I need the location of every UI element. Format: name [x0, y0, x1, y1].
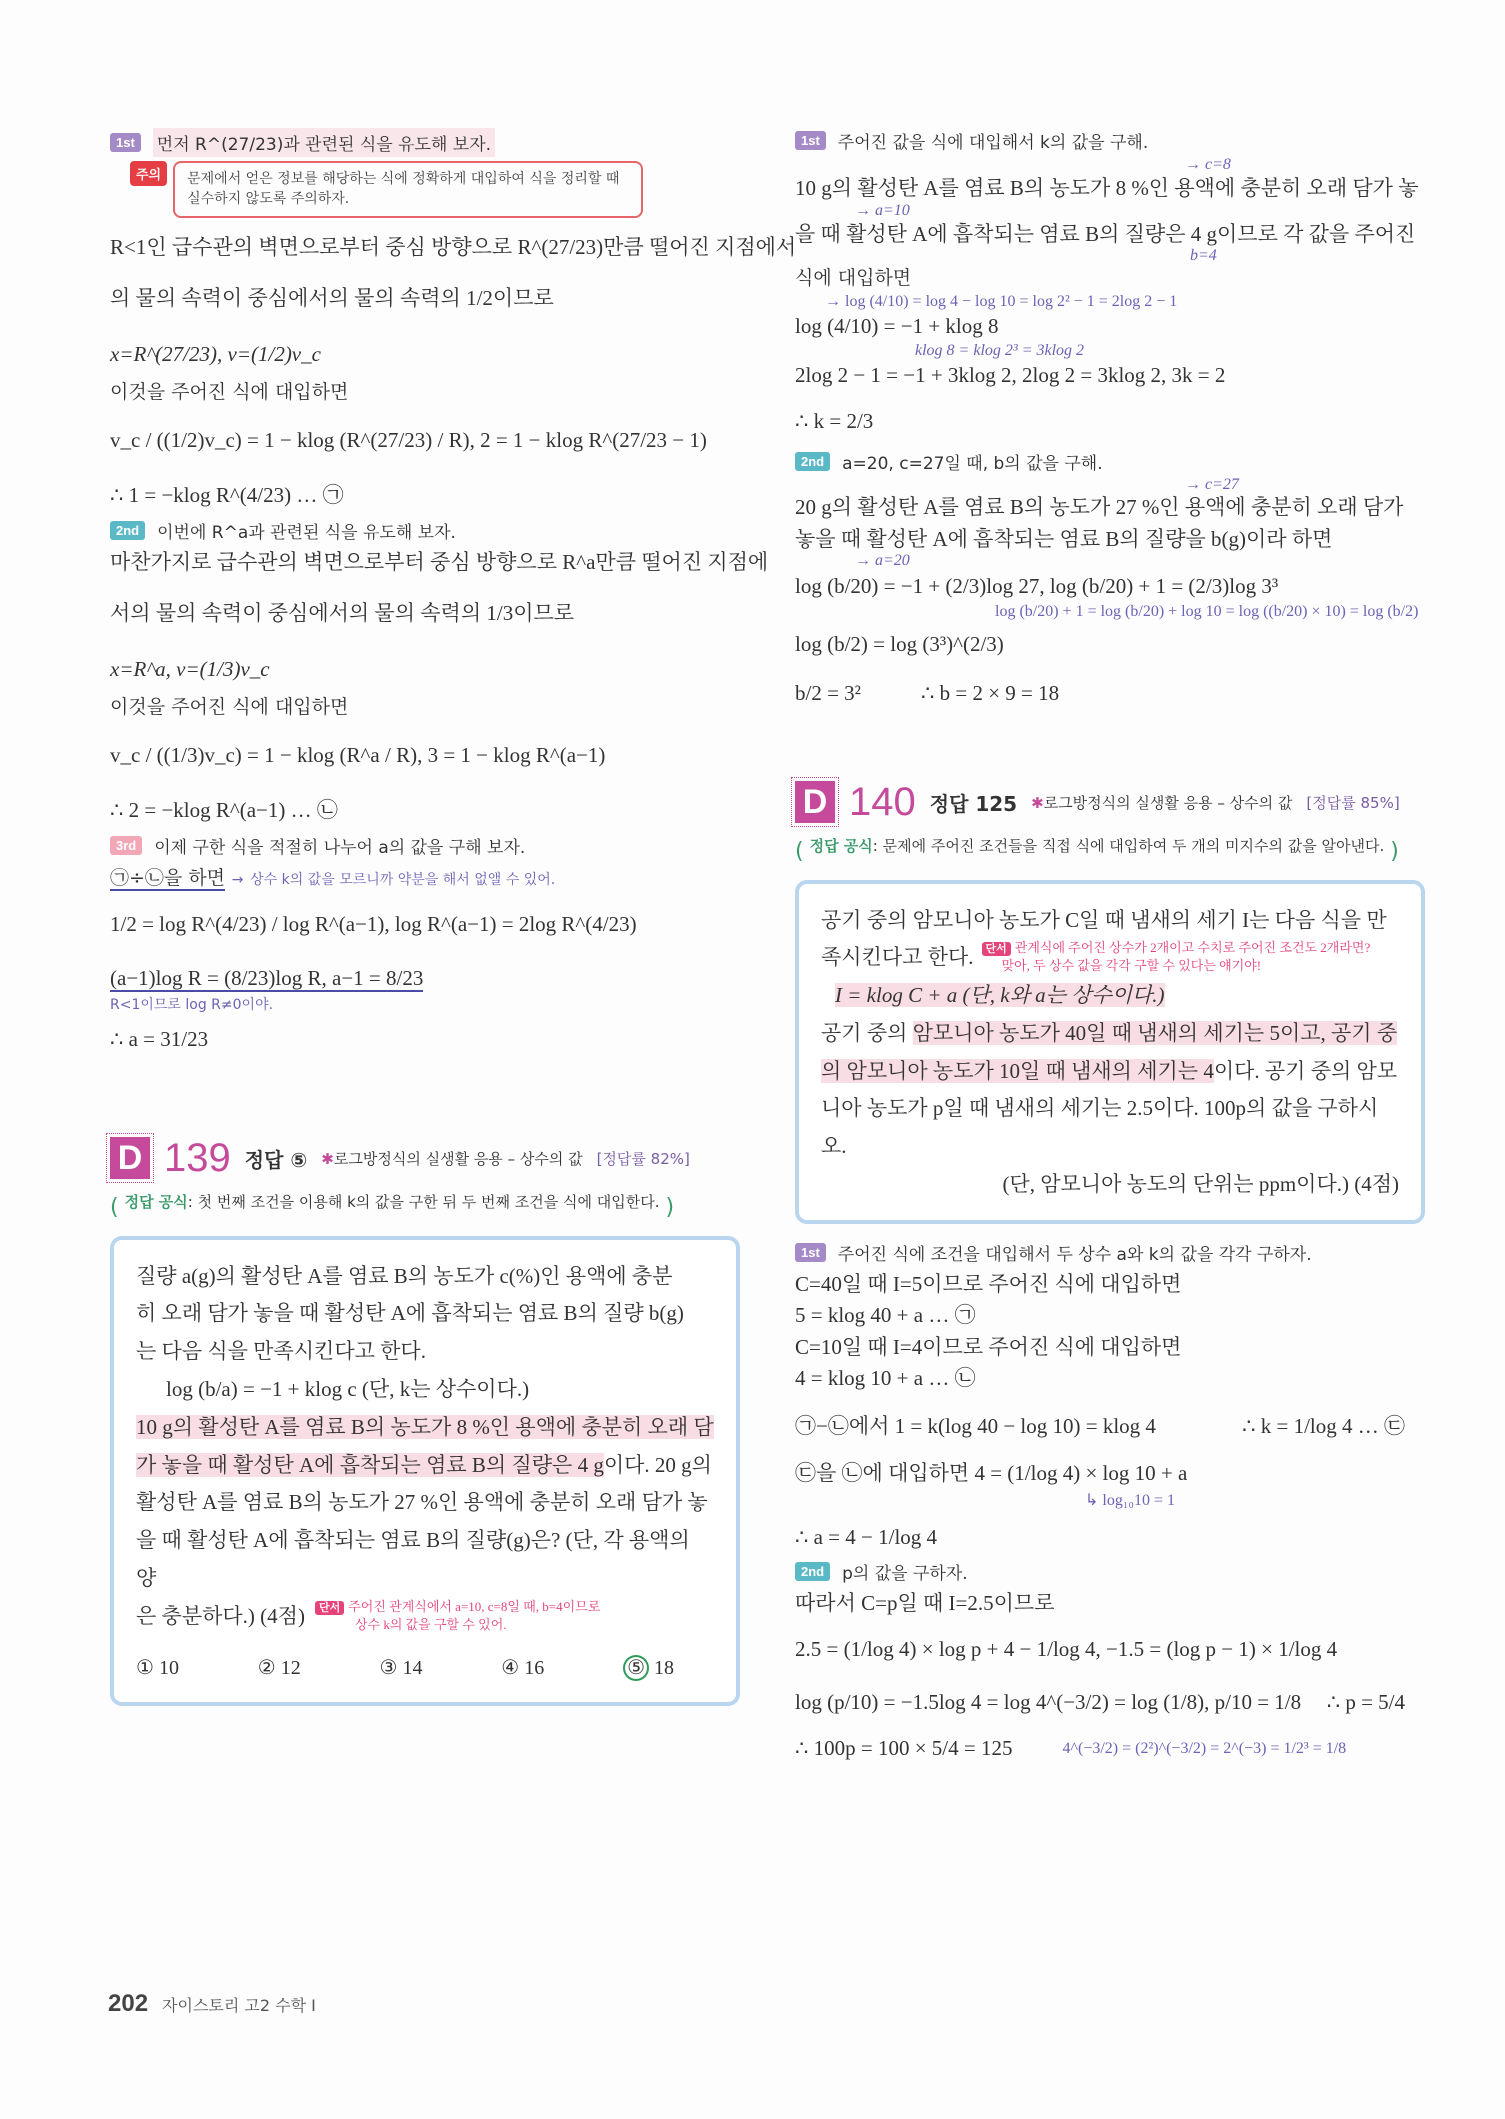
- equation: [795, 678, 1425, 710]
- annotation: → c=27: [1185, 476, 1239, 493]
- equation: 5 = klog 40 + a … ㉠: [795, 1303, 976, 1328]
- step-text: 이제 구한 식을 적절히 나누어 a의 값을 구해 보자.: [154, 837, 526, 858]
- equation-text: ∴ 100p = 100 × 5/4 = 125: [795, 1735, 1013, 1760]
- left-column: [110, 128, 797, 1706]
- hint: [982, 939, 1371, 974]
- hint-text: 맞아, 두 상수 값을 각각 구할 수 있다는 얘기야!: [1001, 958, 1262, 974]
- annotation: b=4: [1190, 247, 1217, 264]
- bracket-icon: ): [1390, 838, 1399, 864]
- choice-value: 14: [402, 1656, 423, 1679]
- paragraph: 10 g의 활성탄 A를 염료 B의 농도가 8 %인 용액에 충분히 오래 담가 놓: [795, 176, 1419, 200]
- step-1st: [795, 128, 1425, 153]
- answer-label: 정답 125: [929, 791, 1018, 816]
- hint-text: 상수 k의 값을 구할 수 있어.: [354, 1616, 507, 1632]
- equation: log (b/2) = log (3³)^(2/3): [795, 631, 1004, 656]
- star-icon: ✱: [1031, 793, 1044, 812]
- side-note: log (b/20) + 1 = log (b/20) + log 10 = log ((b/20) × 10) = log (b/2): [995, 602, 1419, 620]
- equation: v_c / ((1/3)v_c) = 1 − klog (R^a / R), 3 = 1 − klog R^(a−1): [110, 742, 606, 767]
- step-text: 주어진 값을 식에 대입해서 k의 값을 구해.: [837, 133, 1149, 153]
- formula-text: 문제에 주어진 조건들을 직접 식에 대입하여 두 개의 미지수의 값을 알아낸다.: [882, 836, 1385, 855]
- step-text: a=20, c=27일 때, b의 값을 구해.: [842, 454, 1103, 474]
- step-badge: 1st: [110, 133, 141, 152]
- equation-text: (a−1)log R = (8/23)log R, a−1 = 8/23: [110, 965, 424, 990]
- equation: ∴ 1 = −klog R^(4/23) … ㉠: [110, 483, 344, 508]
- problem-text: 공기 중의 암모니아 농도가 C일 때 냄새의 세기 I는 다음 식을 만: [821, 907, 1387, 932]
- right-column: [795, 128, 1425, 1764]
- paragraph: 을 때 활성탄 A에 흡착되는 염료 B의 질량은 4 g이므로 각 값을 주어진: [795, 221, 1416, 246]
- topic-text: 로그방정식의 실생활 응용 – 상수의 값: [1043, 793, 1293, 812]
- paragraph: 식에 대입하면: [795, 267, 912, 289]
- paragraph: R<1인 급수관의 벽면으로부터 중심 방향으로 R^(27/23)만큼 떨어진 지점에서: [110, 234, 797, 259]
- equation: 4 = klog 10 + a … ㉡: [795, 1366, 976, 1391]
- step-1st: [110, 128, 740, 157]
- equation: [795, 1733, 1425, 1765]
- equation: 2.5 = (1/log 4) × log p + 4 − 1/log 4, −1.5 = (log p − 1) × 1/log 4: [795, 1636, 1338, 1661]
- equation-text: ㉠−㉡에서 1 = k(log 40 − log 10) = klog 4: [795, 1413, 1156, 1438]
- annotation: → a=20: [855, 552, 910, 569]
- star-icon: ✱: [321, 1149, 334, 1168]
- problem-text: 활성탄 A를 염료 B의 농도가 27 %인 용액에 충분히 오래 담가 놓: [136, 1490, 708, 1515]
- equation: v_c / ((1/2)v_c) = 1 − klog (R^(27/23) / R), 2 = 1 − klog R^(27/23 − 1): [110, 427, 707, 452]
- annotation-text: a=10: [875, 201, 910, 219]
- choice-3[interactable]: [380, 1650, 423, 1686]
- equation: x=R^a, v=(1/3)v_c: [110, 656, 270, 681]
- choice-number: ①: [136, 1656, 154, 1679]
- equation: 2log 2 − 1 = −1 + 3klog 2, 2log 2 = 3klog 2, 3k = 2: [795, 363, 1226, 387]
- step-badge: 3rd: [110, 836, 142, 855]
- problem-text: 이다. 20 g의: [603, 1452, 712, 1477]
- step-badge: 2nd: [795, 1562, 830, 1581]
- annotated-line: [110, 862, 740, 894]
- page-footer: [108, 1990, 316, 2018]
- choice-number: ②: [257, 1656, 276, 1679]
- hint-tag: 단서: [982, 942, 1011, 956]
- equation: [795, 1411, 1425, 1443]
- annotation-text: c=8: [1205, 156, 1231, 173]
- equation: ㉢을 ㉡에 대입하면 4 = (1/log 4) × log 10 + a: [795, 1461, 1188, 1486]
- equation-text: ∴ k = 1/log 4 … ㉢: [1242, 1413, 1405, 1438]
- choice-1[interactable]: [136, 1650, 179, 1686]
- topic: [321, 1148, 582, 1169]
- equation: log (b/20) = −1 + (2/3)log 27, log (b/20) + 1 = (2/3)log 3³: [795, 574, 1279, 598]
- answer-formula: ( 정답 공식: 문제에 주어진 조건들을 직접 식에 대입하여 두 개의 미지수의 값을 알아낸다. ): [795, 835, 1425, 868]
- answer-label: 정답 ⑤: [244, 1147, 308, 1172]
- paragraph: ㉠÷㉡을 하면: [110, 866, 226, 889]
- caution-box: [173, 161, 643, 218]
- annotation: → a=10: [855, 201, 910, 219]
- highlighted-text: 의 암모니아 농도가 10일 때 냄새의 세기는 4: [821, 1058, 1214, 1083]
- caution-tag: 주의: [130, 161, 167, 186]
- equation: ∴ a = 4 − 1/log 4: [795, 1524, 938, 1549]
- choice-4[interactable]: [501, 1650, 544, 1686]
- step-badge: 2nd: [795, 452, 830, 471]
- hint-text: 관계식에 주어진 상수가 2개이고 수치로 주어진 조건도 2개라면?: [1014, 940, 1371, 956]
- step-2nd: [795, 1559, 1425, 1584]
- problem-text: 니아 농도가 p일 때 냄새의 세기는 2.5이다. 100p의 값을 구하시오.: [821, 1096, 1379, 1159]
- paragraph: 이것을 주어진 식에 대입하면: [110, 696, 349, 719]
- hint: [315, 1598, 600, 1633]
- step-text: p의 값을 구하자.: [842, 1564, 968, 1585]
- equation: x=R^(27/23), v=(1/2)v_c: [110, 341, 321, 366]
- step-2nd: [110, 518, 740, 543]
- equation: ∴ 2 = −klog R^(a−1) … ㉡: [110, 798, 338, 823]
- problem-formula: log (b/a) = −1 + klog c (단, k는 상수이다.): [166, 1376, 530, 1401]
- side-note: klog 8 = klog 2³ = 3klog 2: [915, 342, 1085, 359]
- equation-text: b/2 = 3²: [795, 681, 861, 705]
- equation-text: ∴ p = 5/4: [1326, 1690, 1405, 1715]
- step-text: 먼저 R^(27/23)과 관련된 식을 유도해 보자.: [153, 128, 495, 157]
- annotation-text: a=20: [875, 552, 910, 569]
- equation: C=40일 때 I=5이므로 주어진 식에 대입하면: [795, 1271, 1182, 1296]
- step-badge: 1st: [795, 131, 826, 150]
- choice-5-correct[interactable]: [623, 1650, 674, 1686]
- caution-text: 문제에서 얻은 정보를 해당하는 식에 정확하게 대입하여 식을 정리할 때: [187, 171, 620, 187]
- problem-box-139: [110, 1236, 740, 1706]
- arrow-icon: →: [231, 871, 244, 888]
- problem-formula: I = klog C + a (단, k와 a는 상수이다.): [835, 983, 1165, 1008]
- correct-rate: [정답률 85%]: [1306, 793, 1400, 812]
- problem-header-140: [795, 780, 1425, 825]
- hint-tag: 단서: [315, 1601, 344, 1615]
- paragraph: 이것을 주어진 식에 대입하면: [110, 381, 349, 404]
- problem-text: 을 때 활성탄 A에 흡착되는 염료 B의 질량(g)은? (단, 각 용액의 양: [136, 1528, 690, 1590]
- equation: 1/2 = log R^(4/23) / log R^(a−1), log R^(a−1) = 2log R^(4/23): [110, 912, 637, 937]
- side-note: 상수 k의 값을 모르니까 약분을 해서 없앨 수 있어.: [250, 871, 556, 888]
- difficulty-badge: D: [795, 781, 835, 823]
- side-note: 4^(−3/2) = (2²)^(−3/2) = 2^(−3) = 1/2³ = 1/8: [1062, 1739, 1347, 1757]
- answer-formula: ( 정답 공식: 첫 번째 조건을 이용해 k의 값을 구한 뒤 두 번째 조건을 식에 대입한다. ): [110, 1191, 740, 1224]
- note-text: log (4/10) = log 4 − log 10 = log 2² − 1 = 2log 2 − 1: [845, 292, 1178, 310]
- annotation-text: c=27: [1205, 476, 1239, 493]
- answer-choices: [136, 1650, 714, 1686]
- step-1st: [795, 1240, 1425, 1265]
- caution-text: 실수하지 않도록 주의하자.: [187, 191, 350, 208]
- problem-text: 질량 a(g)의 활성탄 A를 염료 B의 농도가 c(%)인 용액에 충분: [136, 1263, 673, 1288]
- choice-value: 10: [158, 1656, 179, 1679]
- problem-box-140: [795, 880, 1425, 1224]
- step-badge: 2nd: [110, 521, 145, 540]
- paragraph: 20 g의 활성탄 A를 염료 B의 농도가 27 %인 용액에 충분히 오래 담가: [795, 495, 1404, 519]
- equation: [110, 963, 740, 995]
- step-text: 주어진 식에 조건을 대입해서 두 상수 a와 k의 값을 각각 구하자.: [837, 1244, 1312, 1265]
- side-note: R<1이므로 log R≠0이야.: [110, 997, 274, 1014]
- step-text: 이번에 R^a과 관련된 식을 유도해 보자.: [157, 522, 456, 543]
- highlighted-text: 암모니아 농도가 40일 때 냄새의 세기는 5이고, 공기 중: [912, 1020, 1398, 1045]
- side-note: ↳ log₁₀10 = 1: [1085, 1491, 1176, 1509]
- step-3rd: [110, 833, 740, 858]
- choice-number-circled: ⑤: [623, 1655, 649, 1681]
- bracket-icon: (: [110, 1194, 119, 1220]
- equation: ∴ a = 31/23: [110, 1027, 209, 1052]
- step-badge: 1st: [795, 1243, 826, 1262]
- equation: C=10일 때 I=4이므로 주어진 식에 대입하면: [795, 1334, 1182, 1359]
- formula-text: 첫 번째 조건을 이용해 k의 값을 구한 뒤 두 번째 조건을 식에 대입한다.: [197, 1192, 660, 1211]
- problem-text: 이다. 공기 중의 암모: [1213, 1058, 1398, 1083]
- correct-rate: [정답률 82%]: [596, 1149, 690, 1168]
- formula-label: 정답 공식: [124, 1192, 188, 1211]
- side-note: → log (4/10) = log 4 − log 10 = log 2² − 1 = 2log 2 − 1: [825, 292, 1178, 310]
- book-title: 자이스토리 고2 수학 I: [162, 1996, 316, 2015]
- equation: ∴ k = 2/3: [795, 408, 874, 433]
- note-text: log₁₀10 = 1: [1102, 1491, 1176, 1509]
- problem-text: 히 오래 담가 놓을 때 활성탄 A에 흡착되는 염료 B의 질량 b(g): [136, 1301, 684, 1326]
- problem-text: 공기 중의: [821, 1020, 913, 1045]
- problem-text: 는 다음 식을 만족시킨다고 한다.: [136, 1339, 426, 1364]
- paragraph: 의 물의 속력이 중심에서의 물의 속력의 1/2이므로: [110, 286, 554, 311]
- caution-note: [130, 161, 740, 218]
- paragraph: 마찬가지로 급수관의 벽면으로부터 중심 방향으로 R^a만큼 떨어진 지점에: [110, 549, 769, 574]
- choice-value: 12: [280, 1656, 301, 1679]
- problem-number: 139: [164, 1135, 231, 1180]
- page-number: 202: [108, 1990, 149, 2017]
- equation-text: log (p/10) = −1.5log 4 = log 4^(−3/2) = log (1/8), p/10 = 1/8: [795, 1690, 1302, 1715]
- equation: log (4/10) = −1 + klog 8: [795, 313, 999, 338]
- paragraph: 서의 물의 속력이 중심에서의 물의 속력의 1/3이므로: [110, 601, 575, 626]
- problem-header-139: [110, 1136, 740, 1181]
- hint-text: 주어진 관계식에서 a=10, c=8일 때, b=4이므로: [348, 1598, 601, 1614]
- choice-value: 16: [524, 1656, 545, 1679]
- equation: [795, 1687, 1425, 1719]
- problem-text: (단, 암모니아 농도의 단위는 ppm이다.) (4점): [1002, 1172, 1399, 1197]
- choice-number: ③: [379, 1656, 398, 1679]
- bracket-icon: ): [665, 1194, 675, 1220]
- problem-number: 140: [849, 779, 916, 824]
- bracket-icon: (: [795, 838, 804, 864]
- topic: [1031, 792, 1292, 813]
- choice-value: 18: [654, 1656, 674, 1679]
- step-2nd: [795, 449, 1425, 474]
- choice-number: ④: [501, 1656, 520, 1679]
- difficulty-badge: D: [110, 1137, 150, 1179]
- formula-label: 정답 공식: [809, 836, 873, 855]
- highlighted-text: 10 g의 활성탄 A를 염료 B의 농도가 8 %인 용액에 충분히 오래 담: [136, 1414, 714, 1439]
- annotation: → c=8: [1185, 156, 1231, 173]
- problem-text: 은 충분하다.) (4점): [136, 1603, 305, 1628]
- equation-text: ∴ b = 2 × 9 = 18: [920, 681, 1060, 705]
- topic-text: 로그방정식의 실생활 응용 – 상수의 값: [333, 1149, 583, 1168]
- equation: 따라서 C=p일 때 I=2.5이므로: [795, 1591, 1055, 1616]
- paragraph: 놓을 때 활성탄 A에 흡착되는 염료 B의 질량을 b(g)이라 하면: [795, 526, 1333, 551]
- highlighted-text: 가 놓을 때 활성탄 A에 흡착되는 염료 B의 질량은 4 g: [136, 1452, 604, 1477]
- problem-text: 족시킨다고 한다.: [821, 945, 974, 970]
- choice-2[interactable]: [258, 1650, 301, 1686]
